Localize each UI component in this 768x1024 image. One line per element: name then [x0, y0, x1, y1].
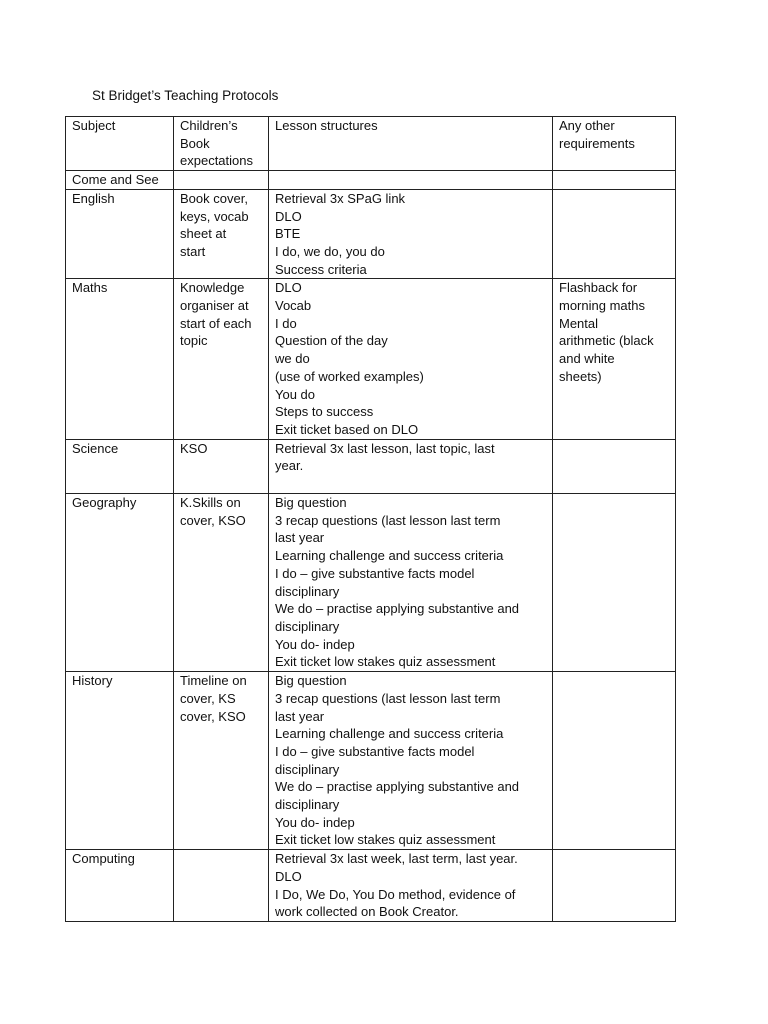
cell-other-requirements: [553, 494, 676, 672]
cell-line: I do: [275, 315, 297, 331]
cell-line: I do – give substantive facts model: [275, 565, 475, 581]
cell-line: start of each: [180, 315, 252, 331]
cell-line: arithmetic (black: [559, 333, 654, 349]
cell-line: work collected on Book Creator.: [275, 904, 459, 920]
cell-line: sheet at: [180, 226, 227, 242]
cell-subject: Geography: [66, 494, 174, 672]
cell-line: last year: [275, 530, 325, 546]
cell-line: You do: [275, 386, 316, 402]
table-row: [66, 672, 676, 850]
table-row: [66, 171, 676, 190]
cell-lesson-structures: [269, 189, 553, 279]
cell-line: Steps to success: [275, 404, 374, 420]
protocols-table: [65, 116, 676, 922]
cell-line: sheets): [559, 368, 602, 384]
cell-subject: Maths: [66, 279, 174, 439]
cell-line: Retrieval 3x last week, last term, last year.: [275, 851, 518, 867]
cell-line: Timeline on: [180, 673, 247, 689]
cell-line: and white: [559, 351, 615, 367]
cell-line: Big question: [275, 673, 347, 689]
cell-line: morning maths: [559, 298, 645, 314]
cell-line: (use of worked examples): [275, 368, 424, 384]
cell-line: cover, KSO: [180, 708, 246, 724]
cell-line: organiser at: [180, 298, 249, 314]
cell-lesson-structures: [269, 672, 553, 850]
cell-line: Learning challenge and success criteria: [275, 548, 504, 564]
cell-line: Flashback for: [559, 280, 638, 296]
cell-line: Retrieval 3x last lesson, last topic, last: [275, 440, 495, 456]
cell-book-expectations: [174, 672, 269, 850]
cell-book-expectations: [174, 439, 269, 493]
cell-line: Exit ticket low stakes quiz assessment: [275, 832, 496, 848]
cell-line: I do – give substantive facts model: [275, 743, 475, 759]
cell-lesson-structures: [269, 279, 553, 439]
cell-line: keys, vocab: [180, 208, 249, 224]
cell-book-expectations: [174, 189, 269, 279]
cell-line: Learning challenge and success criteria: [275, 726, 504, 742]
cell-line: we do: [275, 351, 310, 367]
header-subject: Subject: [66, 117, 174, 171]
cell-line: DLO: [275, 208, 302, 224]
table-row: [66, 279, 676, 439]
cell-line: 3 recap questions (last lesson last term: [275, 690, 501, 706]
cell-book-expectations: [174, 494, 269, 672]
cell-line: I do, we do, you do: [275, 243, 385, 259]
table-row: [66, 189, 676, 279]
cell-line: disciplinary: [275, 761, 340, 777]
cell-line: start: [180, 243, 206, 259]
cell-line: cover, KS: [180, 690, 236, 706]
cell-lesson-structures: [269, 494, 553, 672]
cell-line: disciplinary: [275, 583, 340, 599]
cell-line: Question of the day: [275, 333, 388, 349]
cell-line: We do – practise applying substantive and: [275, 779, 520, 795]
cell-other-requirements: [553, 672, 676, 850]
cell-subject: English: [66, 189, 174, 279]
cell-lesson-structures: [269, 439, 553, 493]
cell-line: disciplinary: [275, 797, 340, 813]
header-book-expectations: Children’s Book expectations: [174, 117, 269, 171]
cell-line: Mental: [559, 315, 599, 331]
cell-line: topic: [180, 333, 208, 349]
cell-subject: History: [66, 672, 174, 850]
cell-line: I Do, We Do, You Do method, evidence of: [275, 886, 516, 902]
cell-line: Big question: [275, 495, 347, 511]
cell-book-expectations: [174, 850, 269, 922]
cell-subject: Come and See: [66, 171, 174, 190]
table-row: [66, 850, 676, 922]
cell-line: KSO: [180, 440, 208, 456]
cell-other-requirements: [553, 189, 676, 279]
table-header-row: [66, 117, 676, 171]
cell-line: Exit ticket low stakes quiz assessment: [275, 654, 496, 670]
page-title: St Bridget’s Teaching Protocols: [92, 88, 279, 103]
cell-subject: Science: [66, 439, 174, 493]
table-row: [66, 439, 676, 493]
cell-line: 3 recap questions (last lesson last term: [275, 512, 501, 528]
cell-lesson-structures: [269, 171, 553, 190]
cell-line: Knowledge: [180, 280, 245, 296]
cell-book-expectations: [174, 171, 269, 190]
cell-line: Book cover,: [180, 190, 248, 206]
cell-line: DLO: [275, 868, 302, 884]
cell-line: Success criteria: [275, 261, 367, 277]
cell-line: BTE: [275, 226, 301, 242]
cell-line: K.Skills on: [180, 495, 241, 511]
cell-other-requirements: [553, 850, 676, 922]
cell-line: We do – practise applying substantive and: [275, 601, 520, 617]
table-row: [66, 494, 676, 672]
cell-other-requirements: [553, 171, 676, 190]
cell-subject: Computing: [66, 850, 174, 922]
cell-line: DLO: [275, 280, 302, 296]
cell-line: cover, KSO: [180, 512, 246, 528]
cell-line: You do- indep: [275, 636, 355, 652]
cell-line: Retrieval 3x SPaG link: [275, 190, 406, 206]
cell-lesson-structures: [269, 850, 553, 922]
cell-book-expectations: [174, 279, 269, 439]
cell-line: disciplinary: [275, 618, 340, 634]
cell-other-requirements: [553, 279, 676, 439]
cell-line: last year: [275, 708, 325, 724]
cell-line: You do- indep: [275, 814, 355, 830]
cell-line: Vocab: [275, 298, 312, 314]
header-lesson-structures: Lesson structures: [269, 117, 553, 171]
cell-other-requirements: [553, 439, 676, 493]
cell-line: Exit ticket based on DLO: [275, 421, 419, 437]
cell-line: year.: [275, 458, 304, 474]
header-other-requirements: Any other requirements: [553, 117, 676, 171]
